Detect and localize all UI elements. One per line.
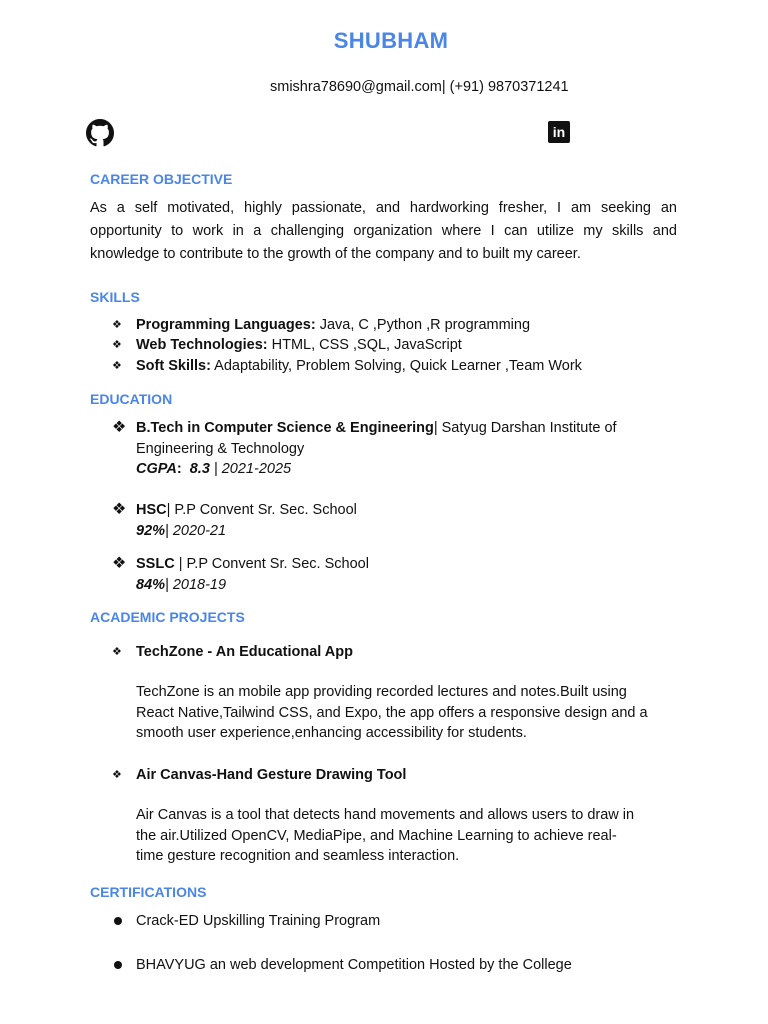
- skill-label: Web Technologies:: [136, 337, 268, 353]
- degree-name: HSC: [136, 502, 167, 518]
- institute-name: | Satyug Darshan Institute of: [433, 420, 617, 436]
- project-title: TechZone - An Educational App: [136, 644, 353, 660]
- diamond-bullet-icon: ❖: [112, 360, 122, 372]
- education-heading: EDUCATION: [90, 391, 173, 407]
- education-entry: [136, 500, 357, 541]
- description-line: the air.Utilized OpenCV, MediaPipe, and Machine Learning to achieve real-: [136, 827, 617, 844]
- linkedin-icon[interactable]: in: [548, 121, 570, 143]
- education-score-line: [136, 575, 369, 596]
- education-line: [136, 554, 369, 575]
- score-value: 92%: [136, 522, 166, 539]
- institute-name-cont: Engineering & Technology: [136, 440, 305, 457]
- institute-name: | P.P Convent Sr. Sec. School: [166, 502, 357, 518]
- career-objective-heading: CAREER OBJECTIVE: [90, 171, 233, 187]
- skill-item: [112, 315, 530, 336]
- skill-value: Adaptability, Problem Solving, Quick Learner ,Team Work: [210, 358, 582, 374]
- education-score-line: [136, 521, 357, 542]
- skill-label: Programming Languages:: [136, 317, 316, 333]
- degree-name: B.Tech in Computer Science & Engineering: [136, 420, 434, 436]
- project-title-row: [112, 642, 353, 663]
- skill-item: [112, 356, 582, 377]
- career-objective-text: As a self motivated, highly passionate, and hardworking fresher, I am seeking an opportunity to work in a challenging organization where I can utilize my skills and knowledge to contribute to the growth of the company and to built my career.: [90, 200, 677, 262]
- education-entry: [136, 554, 369, 595]
- project-description: [136, 805, 634, 867]
- description-line: time gesture recognition and seamless interaction.: [136, 848, 460, 864]
- diamond-bullet-icon: ❖: [112, 555, 127, 572]
- education-entry: [136, 418, 617, 480]
- contact-line: [270, 79, 569, 95]
- github-icon[interactable]: [86, 119, 114, 147]
- institute-name: | P.P Convent Sr. Sec. School: [174, 556, 369, 572]
- score-value: 84%: [136, 576, 166, 593]
- description-line: TechZone is an mobile app providing recorded lectures and notes.Built using: [136, 684, 627, 700]
- description-line: React Native,Tailwind CSS, and Expo, the app offers a responsive design and a: [136, 704, 648, 721]
- phone-number: | (+91) 9870371241: [441, 79, 569, 95]
- diamond-bullet-icon: ❖: [112, 419, 127, 436]
- score-value: 8.3: [189, 461, 210, 477]
- description-line: Air Canvas is a tool that detects hand movements and allows users to draw in: [136, 807, 635, 823]
- degree-name: SSLC: [136, 556, 175, 572]
- skill-value: Java, C ,Python ,R programming: [315, 317, 531, 333]
- diamond-bullet-icon: ❖: [112, 339, 122, 351]
- email-link[interactable]: smishra78690@gmail.com: [270, 79, 442, 95]
- education-years: | 2021-2025: [209, 461, 292, 477]
- education-years: | 2018-19: [165, 576, 227, 593]
- bullet-dot-icon: [114, 961, 122, 969]
- diamond-bullet-icon: ❖: [112, 319, 122, 331]
- diamond-bullet-icon: ❖: [112, 769, 122, 781]
- education-line: [136, 418, 617, 439]
- education-line: [136, 500, 357, 521]
- project-description: [136, 682, 648, 744]
- projects-heading: ACADEMIC PROJECTS: [90, 609, 245, 625]
- bullet-dot-icon: [114, 917, 122, 925]
- certification-item: BHAVYUG an web development Competition Hosted by the College: [136, 957, 572, 973]
- skill-item: [112, 335, 462, 356]
- diamond-bullet-icon: ❖: [112, 646, 122, 658]
- certification-item: Crack-ED Upskilling Training Program: [136, 913, 381, 929]
- project-title: Air Canvas-Hand Gesture Drawing Tool: [136, 767, 407, 783]
- diamond-bullet-icon: ❖: [112, 501, 127, 518]
- skills-heading: SKILLS: [90, 289, 140, 305]
- skill-value: HTML, CSS ,SQL, JavaScript: [267, 337, 462, 353]
- education-score-line: CGPA: 8.3 | 2021-2025: [136, 461, 292, 477]
- certifications-heading: CERTIFICATIONS: [90, 884, 207, 900]
- education-years: | 2020-21: [165, 522, 227, 539]
- skill-label: Soft Skills:: [136, 358, 211, 374]
- candidate-name: SHUBHAM: [333, 28, 449, 53]
- score-label: CGPA: [136, 461, 177, 477]
- description-line: smooth user experience,enhancing accessibility for students.: [136, 725, 527, 741]
- project-title-row: [112, 765, 406, 786]
